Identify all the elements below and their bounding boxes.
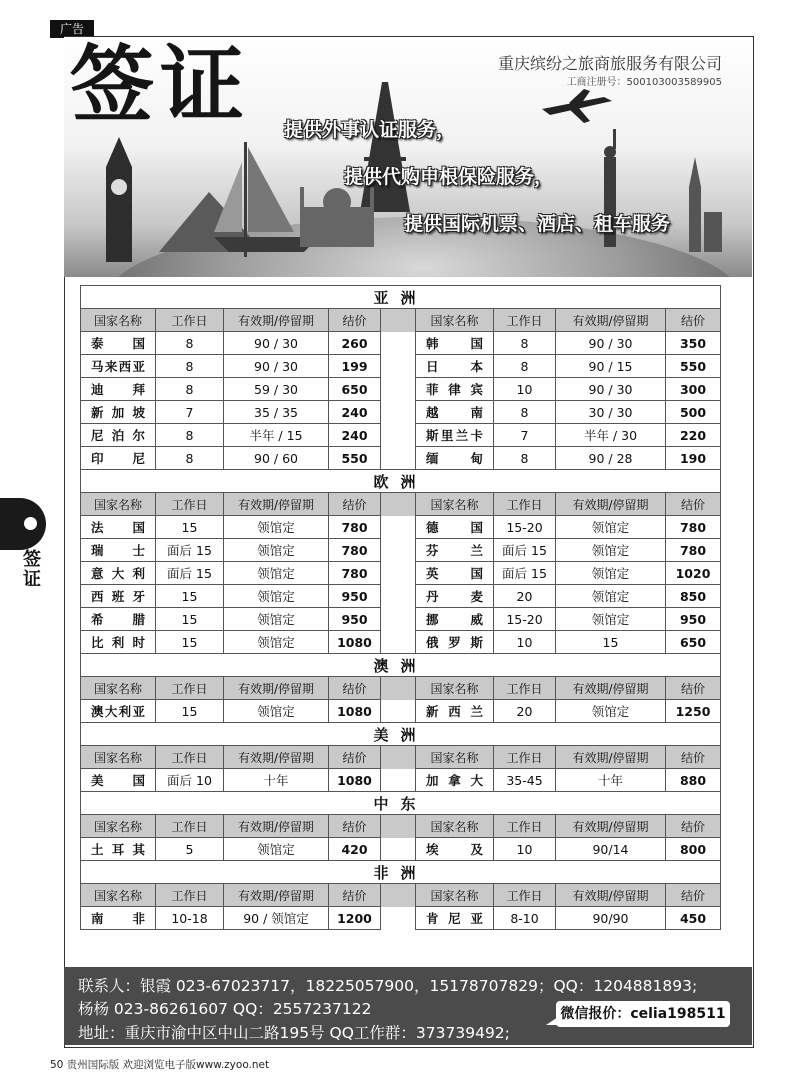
work-days: 15	[156, 608, 224, 631]
region-name: 欧洲	[81, 470, 721, 493]
region-row	[81, 861, 721, 884]
price: 780	[329, 562, 381, 585]
country-name: 比利时	[81, 631, 156, 654]
column-header: 国家名称	[416, 493, 494, 516]
validity-stay: 十年	[556, 769, 666, 792]
price: 950	[329, 585, 381, 608]
column-gap	[381, 631, 416, 654]
price: 240	[329, 424, 381, 447]
price: 780	[666, 516, 721, 539]
work-days: 15	[156, 516, 224, 539]
column-gap	[381, 447, 416, 470]
column-gap	[381, 493, 416, 516]
table-row	[81, 447, 721, 470]
table-row	[81, 424, 721, 447]
visa-price-table	[80, 285, 721, 930]
table-row	[81, 838, 721, 861]
price: 780	[329, 539, 381, 562]
column-gap	[381, 585, 416, 608]
table-row	[81, 562, 721, 585]
contact-address: 地址：重庆市渝中区中山二路195号 QQ工作群：373739492;	[78, 1024, 510, 1042]
price: 300	[666, 378, 721, 401]
page-footer: 50 贵州国际版 欢迎浏览电子版www.zyoo.net	[50, 1059, 270, 1071]
work-days: 7	[156, 401, 224, 424]
price: 850	[666, 585, 721, 608]
side-tab	[0, 498, 46, 550]
work-days: 8	[156, 447, 224, 470]
validity-stay: 90 / 60	[224, 447, 329, 470]
work-days: 面后 15	[156, 562, 224, 585]
column-header: 有效期/停留期	[556, 677, 666, 700]
country-name: 意大利	[81, 562, 156, 585]
validity-stay: 领馆定	[224, 539, 329, 562]
validity-stay: 领馆定	[224, 838, 329, 861]
banner	[64, 37, 752, 277]
validity-stay: 15	[556, 631, 666, 654]
contact-panel	[64, 967, 752, 1045]
work-days: 10	[494, 838, 556, 861]
column-gap	[381, 700, 416, 723]
validity-stay: 领馆定	[556, 516, 666, 539]
country-name: 澳大利亚	[81, 700, 156, 723]
contact-line-1: 联系人：银霞 023-67023717，18225057900，15178707829；QQ：1204881893;	[78, 977, 698, 995]
ad-label: 广告	[50, 20, 94, 38]
validity-stay: 领馆定	[556, 562, 666, 585]
price: 420	[329, 838, 381, 861]
country-name: 菲律宾	[416, 378, 494, 401]
table-row	[81, 585, 721, 608]
column-gap	[381, 355, 416, 378]
validity-stay: 领馆定	[224, 585, 329, 608]
column-header: 国家名称	[81, 884, 156, 907]
work-days: 8	[156, 355, 224, 378]
country-name: 丹麦	[416, 585, 494, 608]
country-name: 芬兰	[416, 539, 494, 562]
header-row	[81, 815, 721, 838]
price: 260	[329, 332, 381, 355]
column-gap	[381, 562, 416, 585]
column-header: 工作日	[156, 815, 224, 838]
price: 550	[329, 447, 381, 470]
validity-stay: 30 / 30	[556, 401, 666, 424]
column-header: 结价	[329, 309, 381, 332]
table-row	[81, 516, 721, 539]
work-days: 面后 15	[494, 562, 556, 585]
work-days: 8-10	[494, 907, 556, 930]
work-days: 8	[156, 378, 224, 401]
work-days: 10	[494, 631, 556, 654]
country-name: 肯尼亚	[416, 907, 494, 930]
column-header: 有效期/停留期	[224, 677, 329, 700]
column-header: 国家名称	[81, 815, 156, 838]
column-gap	[381, 401, 416, 424]
column-gap	[381, 424, 416, 447]
column-header: 有效期/停留期	[556, 493, 666, 516]
column-gap	[381, 907, 416, 930]
table-row	[81, 401, 721, 424]
table-row	[81, 608, 721, 631]
validity-stay: 半年 / 30	[556, 424, 666, 447]
work-days: 8	[494, 355, 556, 378]
country-name: 新加坡	[81, 401, 156, 424]
country-name: 越南	[416, 401, 494, 424]
column-header: 工作日	[494, 677, 556, 700]
work-days: 8	[156, 332, 224, 355]
validity-stay: 90/90	[556, 907, 666, 930]
column-header: 国家名称	[81, 309, 156, 332]
country-name: 泰国	[81, 332, 156, 355]
price: 350	[666, 332, 721, 355]
slogan-3: 提供国际机票、酒店、租车服务	[404, 213, 671, 235]
country-name: 尼泊尔	[81, 424, 156, 447]
validity-stay: 90 / 15	[556, 355, 666, 378]
country-name: 南非	[81, 907, 156, 930]
column-header: 有效期/停留期	[224, 746, 329, 769]
price: 1250	[666, 700, 721, 723]
column-header: 工作日	[156, 677, 224, 700]
work-days: 面后 15	[494, 539, 556, 562]
column-gap	[381, 815, 416, 838]
region-name: 澳洲	[81, 654, 721, 677]
side-dot-icon	[24, 517, 37, 530]
column-header: 有效期/停留期	[224, 309, 329, 332]
contact-line-2: 杨杨 023-86261607 QQ：2557237122	[78, 1000, 372, 1018]
region-name: 中东	[81, 792, 721, 815]
validity-stay: 90 / 28	[556, 447, 666, 470]
column-header: 有效期/停留期	[556, 309, 666, 332]
validity-stay: 半年 / 15	[224, 424, 329, 447]
column-header: 工作日	[156, 884, 224, 907]
airplane-icon	[542, 89, 612, 123]
validity-stay: 90 / 30	[224, 355, 329, 378]
region-row	[81, 286, 721, 309]
price: 240	[329, 401, 381, 424]
region-row	[81, 723, 721, 746]
column-header: 结价	[329, 884, 381, 907]
price: 780	[666, 539, 721, 562]
registration-number: 工商注册号：500103003589905	[566, 77, 722, 88]
slogan-1: 提供外事认证服务，	[284, 119, 456, 141]
country-name: 法国	[81, 516, 156, 539]
column-header: 国家名称	[416, 309, 494, 332]
work-days: 5	[156, 838, 224, 861]
price: 1020	[666, 562, 721, 585]
column-gap	[381, 516, 416, 539]
price: 800	[666, 838, 721, 861]
price: 190	[666, 447, 721, 470]
price: 1080	[329, 631, 381, 654]
column-header: 国家名称	[416, 815, 494, 838]
column-header: 结价	[666, 815, 721, 838]
table-row	[81, 769, 721, 792]
column-header: 工作日	[494, 884, 556, 907]
work-days: 8	[156, 424, 224, 447]
validity-stay: 领馆定	[224, 516, 329, 539]
country-name: 瑞士	[81, 539, 156, 562]
column-header: 结价	[666, 884, 721, 907]
column-header: 工作日	[494, 746, 556, 769]
country-name: 挪威	[416, 608, 494, 631]
price: 450	[666, 907, 721, 930]
work-days: 8	[494, 447, 556, 470]
column-gap	[381, 746, 416, 769]
column-header: 国家名称	[81, 746, 156, 769]
work-days: 10	[494, 378, 556, 401]
validity-stay: 领馆定	[556, 700, 666, 723]
price: 550	[666, 355, 721, 378]
column-header: 结价	[329, 677, 381, 700]
table-row	[81, 332, 721, 355]
price: 650	[666, 631, 721, 654]
validity-stay: 领馆定	[556, 539, 666, 562]
column-header: 工作日	[494, 493, 556, 516]
country-name: 埃及	[416, 838, 494, 861]
work-days: 15	[156, 585, 224, 608]
column-gap	[381, 332, 416, 355]
column-gap	[381, 677, 416, 700]
country-name: 马来西亚	[81, 355, 156, 378]
column-header: 结价	[329, 815, 381, 838]
work-days: 8	[494, 401, 556, 424]
validity-stay: 领馆定	[224, 608, 329, 631]
table-row	[81, 378, 721, 401]
validity-stay: 领馆定	[556, 585, 666, 608]
work-days: 15-20	[494, 516, 556, 539]
column-gap	[381, 309, 416, 332]
column-header: 国家名称	[416, 677, 494, 700]
validity-stay: 35 / 35	[224, 401, 329, 424]
header-row	[81, 677, 721, 700]
country-name: 西班牙	[81, 585, 156, 608]
table-row	[81, 539, 721, 562]
country-name: 新西兰	[416, 700, 494, 723]
table-row	[81, 631, 721, 654]
region-row	[81, 792, 721, 815]
price: 1080	[329, 700, 381, 723]
validity-stay: 领馆定	[224, 700, 329, 723]
price: 650	[329, 378, 381, 401]
slogan-2: 提供代购申根保险服务，	[344, 166, 554, 188]
column-header: 结价	[666, 309, 721, 332]
validity-stay: 领馆定	[556, 608, 666, 631]
region-row	[81, 470, 721, 493]
column-header: 结价	[666, 493, 721, 516]
column-gap	[381, 539, 416, 562]
column-header: 国家名称	[81, 677, 156, 700]
price: 780	[329, 516, 381, 539]
column-header: 国家名称	[81, 493, 156, 516]
work-days: 15	[156, 700, 224, 723]
validity-stay: 59 / 30	[224, 378, 329, 401]
country-name: 德国	[416, 516, 494, 539]
table-row	[81, 355, 721, 378]
validity-stay: 十年	[224, 769, 329, 792]
country-name: 缅甸	[416, 447, 494, 470]
validity-stay: 90 / 领馆定	[224, 907, 329, 930]
work-days: 35-45	[494, 769, 556, 792]
price: 950	[666, 608, 721, 631]
column-header: 工作日	[494, 815, 556, 838]
price: 500	[666, 401, 721, 424]
column-header: 有效期/停留期	[556, 746, 666, 769]
table-row	[81, 907, 721, 930]
work-days: 10-18	[156, 907, 224, 930]
price: 199	[329, 355, 381, 378]
column-header: 工作日	[156, 746, 224, 769]
company-name: 重庆缤纷之旅商旅服务有限公司	[497, 54, 722, 73]
country-name: 迪拜	[81, 378, 156, 401]
work-days: 面后 15	[156, 539, 224, 562]
column-header: 国家名称	[416, 884, 494, 907]
side-tab-label: 签证	[23, 549, 41, 590]
validity-stay: 领馆定	[224, 631, 329, 654]
country-name: 希腊	[81, 608, 156, 631]
validity-stay: 90/14	[556, 838, 666, 861]
country-name: 斯里兰卡	[416, 424, 494, 447]
validity-stay: 90 / 30	[556, 378, 666, 401]
country-name: 加拿大	[416, 769, 494, 792]
work-days: 面后 10	[156, 769, 224, 792]
column-header: 工作日	[156, 309, 224, 332]
region-name: 亚洲	[81, 286, 721, 309]
country-name: 印尼	[81, 447, 156, 470]
country-name: 日本	[416, 355, 494, 378]
work-days: 7	[494, 424, 556, 447]
header-row	[81, 309, 721, 332]
column-header: 有效期/停留期	[556, 884, 666, 907]
validity-stay: 90 / 30	[556, 332, 666, 355]
header-row	[81, 746, 721, 769]
work-days: 15-20	[494, 608, 556, 631]
work-days: 20	[494, 585, 556, 608]
validity-stay: 90 / 30	[224, 332, 329, 355]
column-header: 结价	[329, 493, 381, 516]
column-header: 有效期/停留期	[224, 815, 329, 838]
price: 1080	[329, 769, 381, 792]
price: 880	[666, 769, 721, 792]
country-name: 英国	[416, 562, 494, 585]
header-row	[81, 884, 721, 907]
column-header: 工作日	[156, 493, 224, 516]
price: 220	[666, 424, 721, 447]
column-header: 结价	[666, 677, 721, 700]
validity-stay: 领馆定	[224, 562, 329, 585]
column-header: 结价	[329, 746, 381, 769]
country-name: 韩国	[416, 332, 494, 355]
country-name: 土耳其	[81, 838, 156, 861]
column-gap	[381, 838, 416, 861]
region-name: 非洲	[81, 861, 721, 884]
column-gap	[381, 884, 416, 907]
column-header: 结价	[666, 746, 721, 769]
wechat-bubble: 微信报价：celia198511	[556, 1001, 730, 1027]
price: 950	[329, 608, 381, 631]
country-name: 美国	[81, 769, 156, 792]
work-days: 8	[494, 332, 556, 355]
column-gap	[381, 608, 416, 631]
header-row	[81, 493, 721, 516]
column-header: 有效期/停留期	[224, 493, 329, 516]
column-header: 有效期/停留期	[224, 884, 329, 907]
column-gap	[381, 769, 416, 792]
region-row	[81, 654, 721, 677]
page-title: 签证	[70, 37, 251, 134]
table-row	[81, 700, 721, 723]
price: 1200	[329, 907, 381, 930]
column-header: 工作日	[494, 309, 556, 332]
column-header: 国家名称	[416, 746, 494, 769]
region-name: 美洲	[81, 723, 721, 746]
work-days: 15	[156, 631, 224, 654]
column-gap	[381, 378, 416, 401]
country-name: 俄罗斯	[416, 631, 494, 654]
work-days: 20	[494, 700, 556, 723]
column-header: 有效期/停留期	[556, 815, 666, 838]
